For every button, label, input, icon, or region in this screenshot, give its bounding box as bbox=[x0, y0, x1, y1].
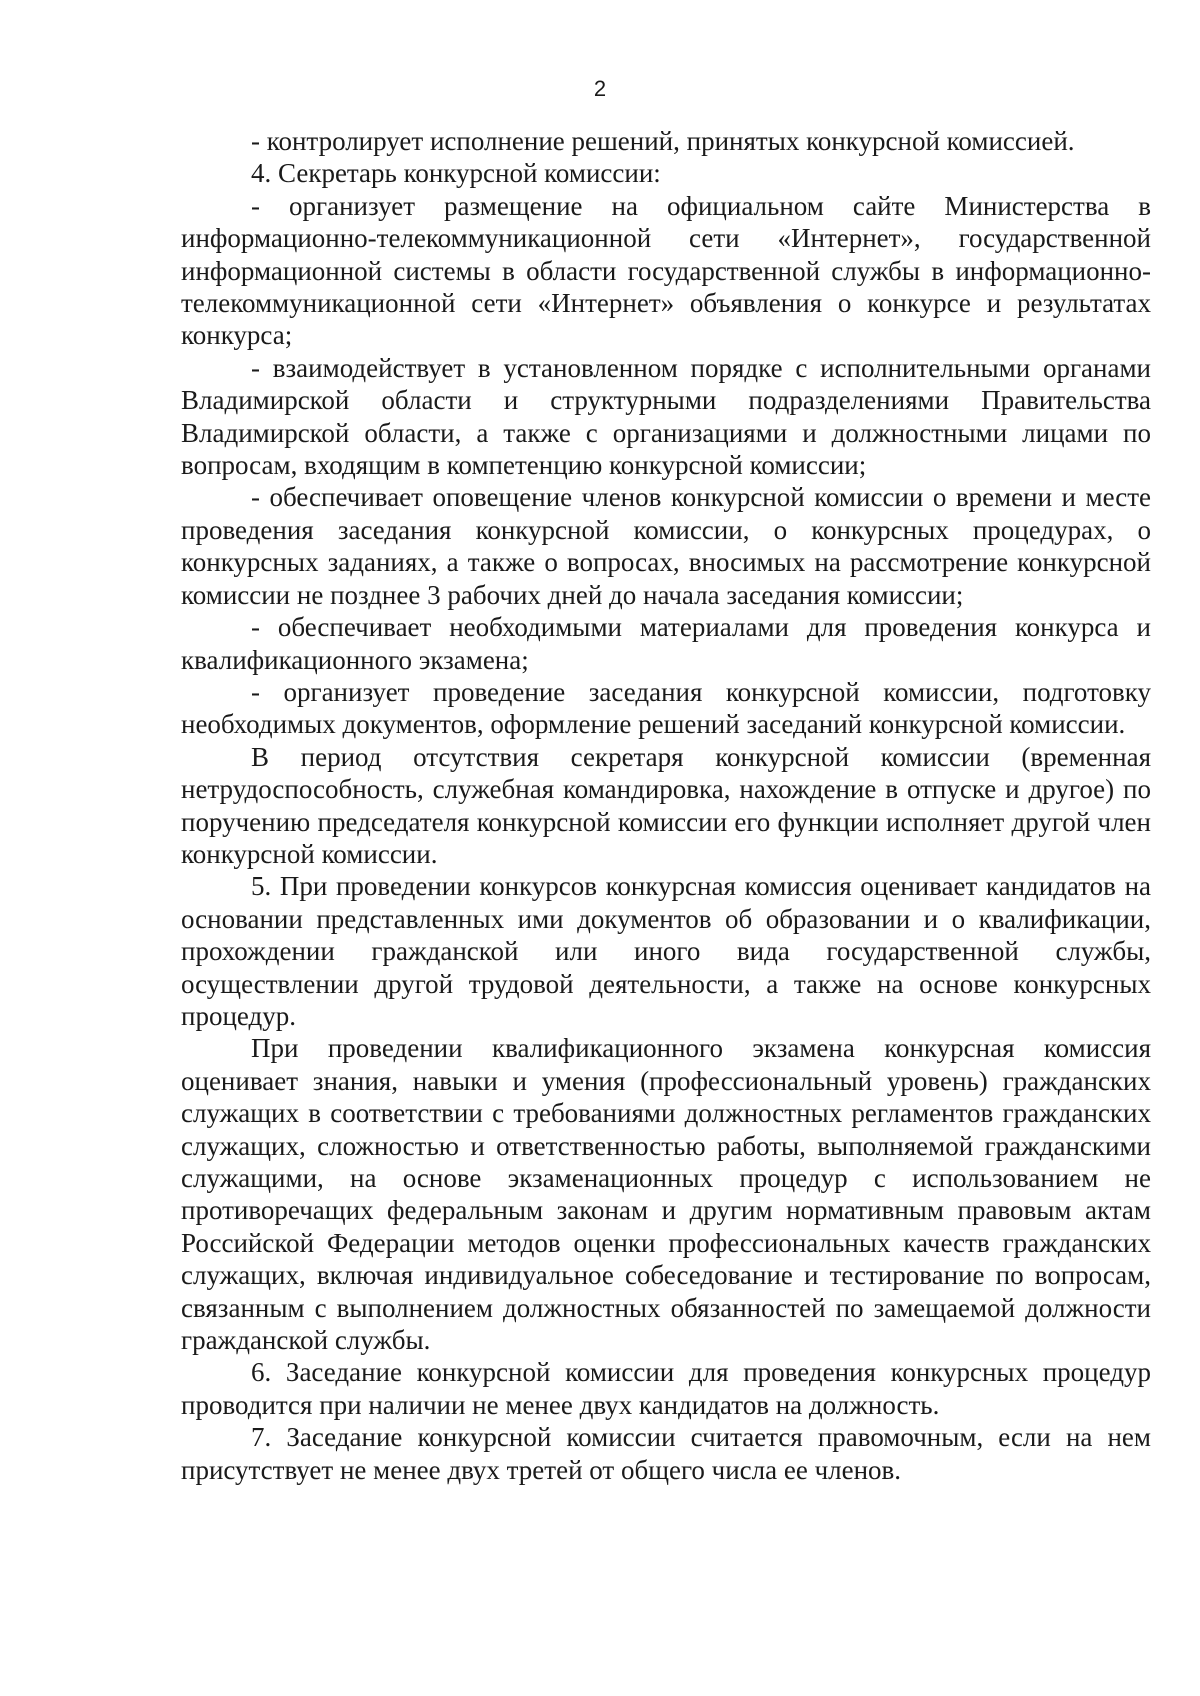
paragraph-8: В период отсутствия секретаря конкурсной комиссии (временная нетрудоспособность, служебная командировка, нахождение в отпуске и другое) по поручению председателя конкурсной комиссии его функции исполняет другой член конкурсной комиссии. bbox=[181, 741, 1151, 869]
paragraph-11: 6. Заседание конкурсной комиссии для проведения конкурсных процедур проводится при наличии не менее двух кандидатов на должность. bbox=[181, 1357, 1151, 1420]
document-body bbox=[181, 125, 1151, 1486]
paragraph-1: - контролирует исполнение решений, принятых конкурсной комиссией. bbox=[251, 126, 1075, 156]
paragraph-2: 4. Секретарь конкурсной комиссии: bbox=[251, 158, 661, 189]
paragraph-6: - обеспечивает необходимыми материалами для проведения конкурса и квалификационного экзамена; bbox=[181, 612, 1151, 675]
paragraph-10: При проведении квалификационного экзамена конкурсная комиссия оценивает знания, навыки и умения (профессиональный уровень) гражданских служащих в соответствии с требованиями должностных регламентов гражданских служащих, сложностью и ответственностью работы, выполняемой гражданскими служащими, на основе экзаменационных процедур с использованием не противоречащих федеральным законам и другим нормативным правовым актам Российской Федерации методов оценки профессиональных качеств гражданских служащих, включая индивидуальное собеседование и тестирование по вопросам, связанным с выполнением должностных обязанностей по замещаемой должности гражданской службы. bbox=[181, 1033, 1151, 1356]
paragraph-5: - обеспечивает оповещение членов конкурсной комиссии о времени и месте проведения заседания конкурсной комиссии, о конкурсных процедурах, о конкурсных заданиях, а также о вопросах, вносимых на рассмотрение конкурсной комиссии не позднее 3 рабочих дней до начала заседания комиссии; bbox=[181, 482, 1151, 610]
paragraph-4: - взаимодействует в установленном порядке с исполнительными органами Владимирской области и структурными подразделениями Правительства Владимирской области, а также с организациями и должностными лицами по вопросам, входящим в компетенцию конкурсной комиссии; bbox=[181, 352, 1151, 481]
paragraph-7: - организует проведение заседания конкурсной комиссии, подготовку необходимых документов, оформление решений заседаний конкурсной комиссии. bbox=[181, 676, 1151, 740]
page-number: 2 bbox=[593, 76, 607, 101]
paragraph-12: 7. Заседание конкурсной комиссии считается правомочным, если на нем присутствует не менее двух третей от общего числа ее членов. bbox=[181, 1422, 1151, 1485]
paragraph-9: 5. При проведении конкурсов конкурсная комиссия оценивает кандидатов на основании представленных ими документов об образовании и о квалификации, прохождении гражданской или иного вида государственной службы, осуществлении другой трудовой деятельности, а также на основе конкурсных процедур. bbox=[181, 871, 1151, 1031]
paragraph-3: - организует размещение на официальном сайте Министерства в информационно-телекоммуникационной сети «Интернет», государственной информационной системы в области государственной службы в информационно-телекоммуникационной сети «Интернет» объявления о конкурсе и результатах конкурса; bbox=[181, 190, 1151, 351]
